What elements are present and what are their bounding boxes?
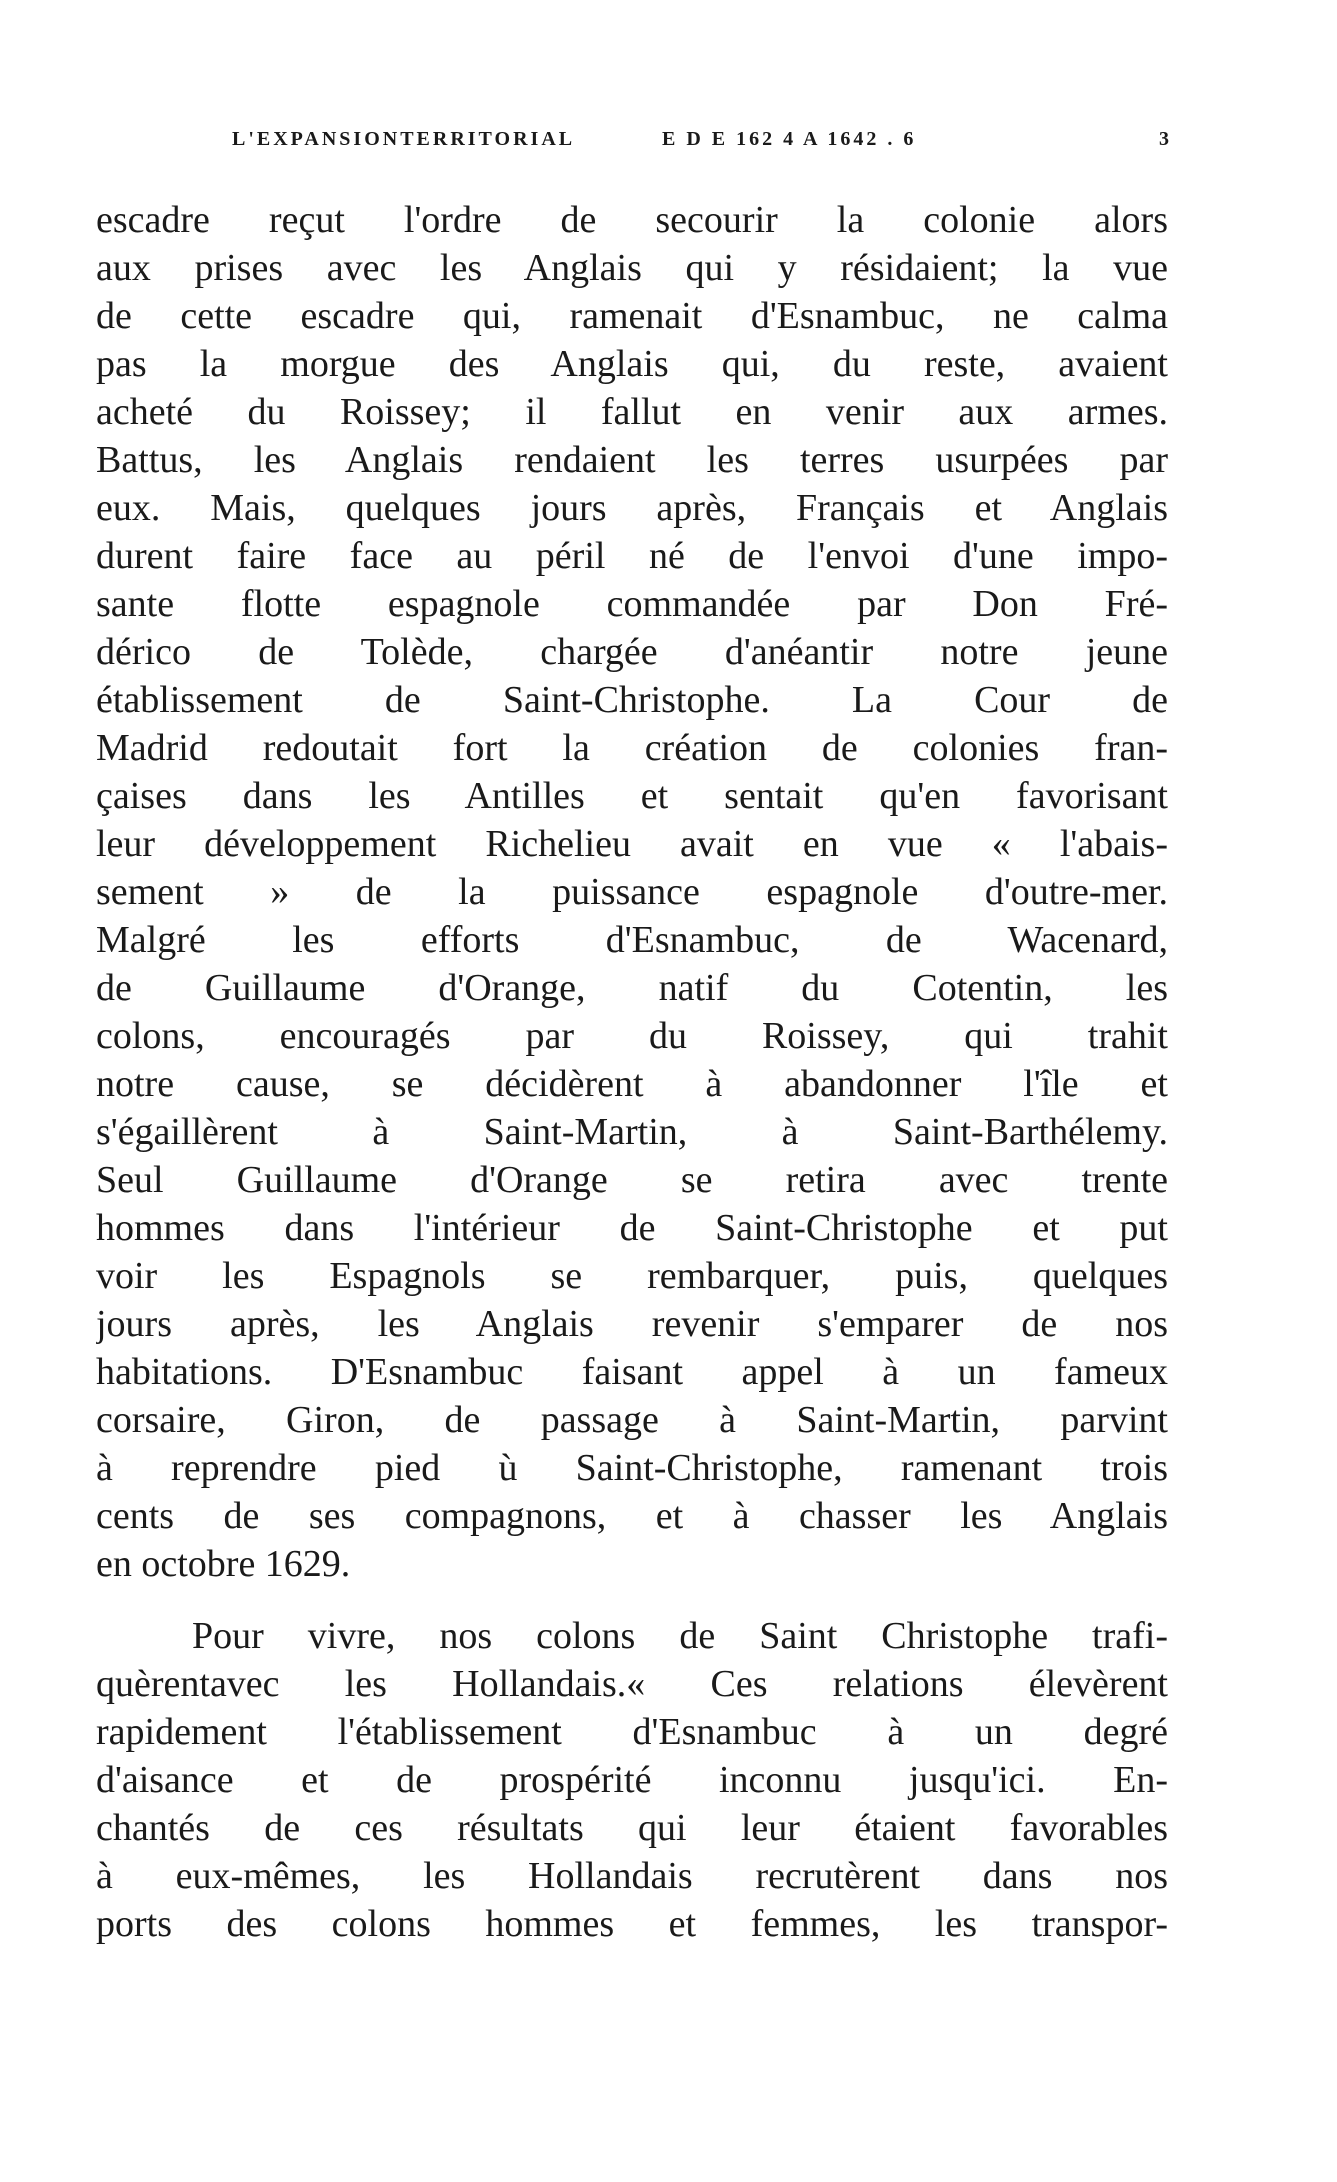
text-line: à reprendre pied ù Saint-Christophe, ramenant trois xyxy=(96,1447,1168,1489)
text-line: escadre reçut l'ordre de secourir la colonie alors xyxy=(96,199,1168,241)
text-line: eux. Mais, quelques jours après, Français et Anglais xyxy=(96,487,1168,529)
text-line: colons, encouragés par du Roissey, qui trahit xyxy=(96,1015,1168,1057)
text-line: hommes dans l'intérieur de Saint-Christophe et put xyxy=(96,1207,1168,1249)
text-line: pas la morgue des Anglais qui, du reste, avaient xyxy=(96,343,1168,385)
text-line: Seul Guillaume d'Orange se retira avec trente xyxy=(96,1159,1168,1201)
text-line: de cette escadre qui, ramenait d'Esnambuc, ne calma xyxy=(96,295,1168,337)
text-line: leur développement Richelieu avait en vue « l'abais- xyxy=(96,823,1168,865)
text-line: jours après, les Anglais revenir s'emparer de nos xyxy=(96,1303,1168,1345)
paragraph-2 xyxy=(96,1612,1168,1948)
text-line: d'aisance et de prospérité inconnu jusqu'ici. En- xyxy=(96,1759,1168,1801)
text-line: établissement de Saint-Christophe. La Cour de xyxy=(96,679,1168,721)
text-line: en octobre 1629. xyxy=(96,1543,351,1585)
text-line: chantés de ces résultats qui leur étaient favorables xyxy=(96,1807,1168,1849)
text-line: corsaire, Giron, de passage à Saint-Martin, parvint xyxy=(96,1399,1168,1441)
paragraph-1 xyxy=(96,196,1168,1588)
text-line: ports des colons hommes et femmes, les transpor- xyxy=(96,1903,1168,1945)
page-number: 3 xyxy=(1159,128,1172,150)
text-line: rapidement l'établissement d'Esnambuc à un degré xyxy=(96,1711,1168,1753)
running-header xyxy=(232,128,1172,158)
text-line: sement » de la puissance espagnole d'outre-mer. xyxy=(96,871,1168,913)
text-line: de Guillaume d'Orange, natif du Cotentin, les xyxy=(96,967,1168,1009)
text-line: Pour vivre, nos colons de Saint Christophe trafi- xyxy=(192,1615,1168,1657)
text-line: Battus, les Anglais rendaient les terres usurpées par xyxy=(96,439,1168,481)
header-title: L'EXPANSIONTERRITORIAL xyxy=(232,128,576,150)
text-line: s'égaillèrent à Saint-Martin, à Saint-Barthélemy. xyxy=(96,1111,1168,1153)
text-line: aux prises avec les Anglais qui y résidaient; la vue xyxy=(96,247,1168,289)
text-line: sante flotte espagnole commandée par Don Fré- xyxy=(96,583,1168,625)
text-line: notre cause, se décidèrent à abandonner l'île et xyxy=(96,1063,1168,1105)
text-line: voir les Espagnols se rembarquer, puis, quelques xyxy=(96,1255,1168,1297)
header-code: E D E 162 4 A 1642 . 6 xyxy=(662,128,917,150)
text-line: habitations. D'Esnambuc faisant appel à un fameux xyxy=(96,1351,1168,1393)
text-line: dérico de Tolède, chargée d'anéantir notre jeune xyxy=(96,631,1168,673)
text-line: à eux-mêmes, les Hollandais recrutèrent dans nos xyxy=(96,1855,1168,1897)
text-line: Madrid redoutait fort la création de colonies fran- xyxy=(96,727,1168,769)
text-line: acheté du Roissey; il fallut en venir aux armes. xyxy=(96,391,1168,433)
text-line: cents de ses compagnons, et à chasser les Anglais xyxy=(96,1495,1168,1537)
text-line: Malgré les efforts d'Esnambuc, de Wacenard, xyxy=(96,919,1168,961)
text-line: quèrentavec les Hollandais.« Ces relations élevèrent xyxy=(96,1663,1168,1705)
text-line: durent faire face au péril né de l'envoi d'une impo- xyxy=(96,535,1168,577)
text-line: çaises dans les Antilles et sentait qu'en favorisant xyxy=(96,775,1168,817)
